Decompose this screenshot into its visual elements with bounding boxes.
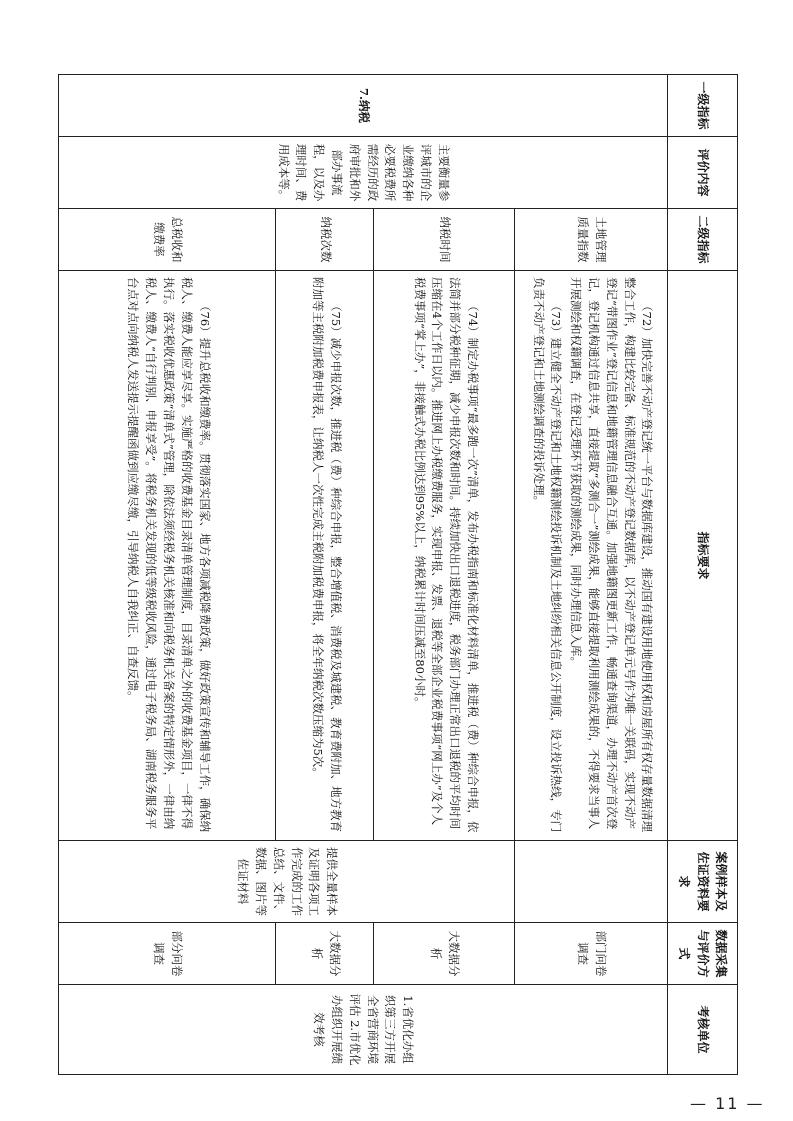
- land-level2-cell: 土地管理质量指数: [515, 209, 667, 271]
- evaluation-table: [58, 74, 738, 1075]
- sample-cell: 提供全量样本及证明各项工作完成的工作总结、文件、数据、图片等佐证材料: [59, 841, 515, 923]
- rotated-table-container: [58, 74, 738, 1074]
- time-level2-cell: 纳税时间: [374, 209, 515, 271]
- row-time: [374, 75, 515, 1075]
- level1-cell: 7.纳税: [59, 75, 668, 137]
- fee-requirement-cell: [59, 271, 276, 841]
- count-requirement-cell: [276, 271, 374, 841]
- unit-cell: 1.省优化办组织第三方开展全省营商环境评估 2.市优化办组织开展绩效考核: [59, 985, 668, 1075]
- header-unit: 考核单位: [667, 985, 737, 1075]
- time-collect-cell: 大数据分析: [374, 923, 515, 985]
- req-76: （76）提升总税收和缴费率。贯彻落实国家、地方各项减税降费政策，做好政策宣传和辅导工作，确保纳税人、缴费人能应享尽享。实施严格的收费基金目录清单管理制度，目录清单之外的收费基金项目，一律不得执行。落实税收优惠政策“清单式”管理，除依法须经税务机关核准和向税务机关备案的特定情形外，一律由纳税人、缴费人“自行判别、申报享受”。将税务机关发现的低等级税收风险，通过电子税务局、湖南税务服务平台点对点向纳税人发送提示提醒函做到应缴尽缴，引导纳税人自我纠正、自查反馈。: [126, 277, 212, 833]
- header-content: 评价内容: [667, 137, 737, 209]
- row-land: [515, 75, 667, 1075]
- count-collect-cell: 大数据分析: [276, 923, 374, 985]
- land-requirement-cell: [515, 271, 667, 841]
- header-collect: 数据采集与评价方式: [667, 923, 737, 985]
- req-73: （73）建立健全不动产登记和土地权籍测绘投诉机制及土地纠纷相关信息公开制度，设立投诉热线，专门负责不动产登记和土地测绘调查的投诉处理。: [531, 277, 564, 833]
- row-count: [276, 75, 374, 1075]
- header-level1: 一级指标: [667, 75, 737, 137]
- count-level2-cell: 纳税次数: [276, 209, 374, 271]
- header-level2: 二级指标: [667, 209, 737, 271]
- land-collect-cell: 部门问卷调查: [515, 923, 667, 985]
- row-fee: [59, 75, 276, 1075]
- content-cell: 主要衡量参评城市的企业缴纳各种必要税费所需经历的政府审批和外部办事流程，以及办理时间、费用成本等。: [59, 137, 668, 209]
- land-sample-cell: [515, 841, 667, 923]
- page-number: — 11 —: [690, 1094, 765, 1113]
- time-requirement-cell: [374, 271, 515, 841]
- header-sample: 案例样本及佐证资料要求: [667, 841, 737, 923]
- fee-level2-cell: 总税收和缴费率: [59, 209, 276, 271]
- req-72: （72）加快完善不动产登记统一平台与数据库建设，推动国有建设用地使用权和房屋所有权存量数据清理整合工作，构建比较完备、标准规范的不动产登记数据库，以不动产登记单元号作为唯一关联码，实现不动产登记“带图作业”登记信息和地籍管理信息融合互通。加强地籍图更新工作，畅通查询渠道，办理不动产首次登记，登记机构通过信息共享，直接提取“多测合一”测绘成果，能够直接提取利用测绘成果的，不得要求当事人开展测绘和权籍调查，在登记受理环节获取的测绘成果，同时办理信息入库。: [569, 277, 655, 833]
- header-requirement: 指标要求: [667, 271, 737, 841]
- fee-collect-cell: 部分问卷调查: [59, 923, 276, 985]
- req-74: （74）制定办税事项“最多跑一次”清单，发布办税指南和标准化材料清单，推进税（费）种综合申报，依法简并部分税种征期，减少申报次数和时间。持续加快出口退税进度，税务部门办理正常出口退税的平均时间压缩在4个工作日以内。推进网上办税缴费服务，实现申报、发票、退税等全部企业税费事项“网上办”及个人税费事项“掌上办”，非接触式办税比例达到95%以上，纳税累计时间压减至80小时。: [412, 277, 480, 833]
- header-row: [667, 75, 737, 1075]
- req-75: （75）减少申报次数，推进税（费）种综合申报，整合增值税、消费税及城建税、教育费附加、地方教育附加等主税附加税费申报表，让纳税人一次性完成主税附加税费申报，将全年纳税次数压缩为5次。: [310, 277, 343, 833]
